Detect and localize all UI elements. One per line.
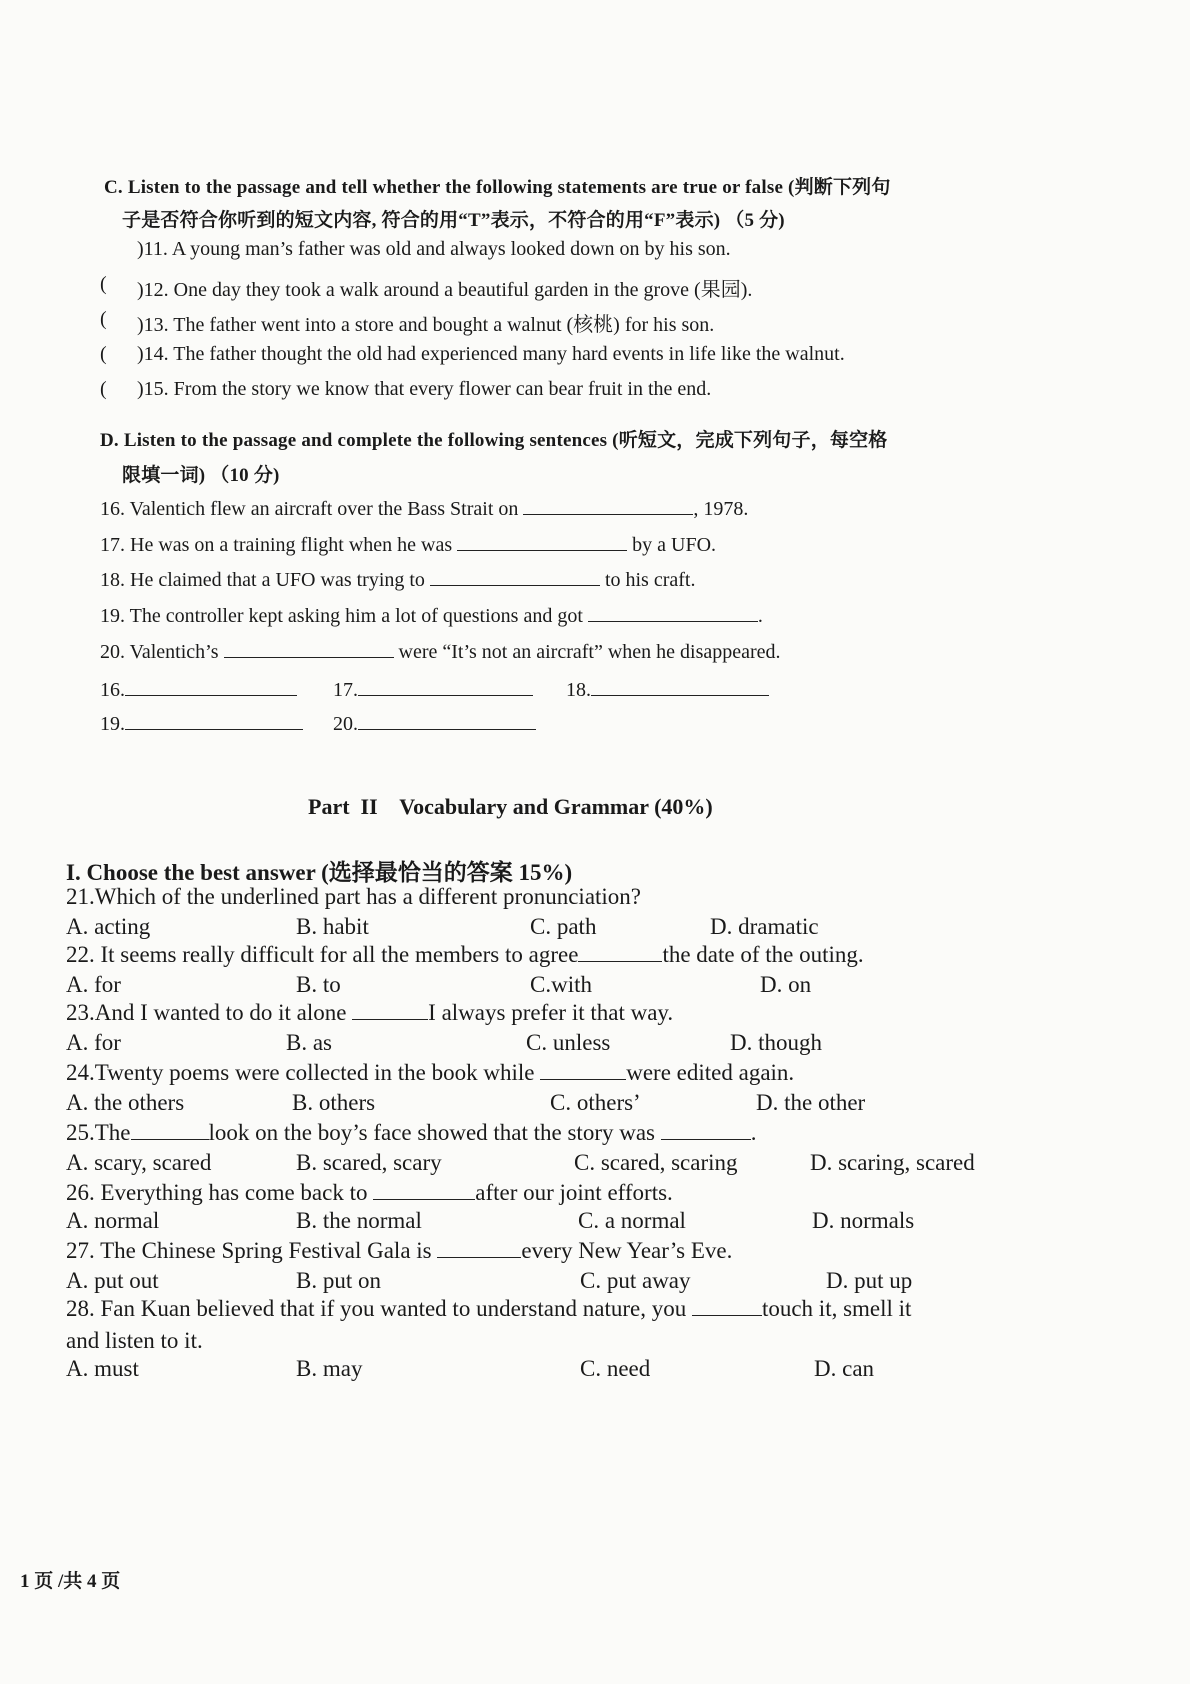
- option-27-a[interactable]: A. put out: [66, 1268, 159, 1293]
- option-22-c[interactable]: C.with: [530, 972, 592, 997]
- option-22-b[interactable]: B. to: [296, 972, 341, 997]
- answer-blank[interactable]: [224, 640, 394, 658]
- option-27-b[interactable]: B. put on: [296, 1268, 381, 1293]
- option-25-b[interactable]: B. scared, scary: [296, 1150, 442, 1175]
- option-22-d[interactable]: D. on: [760, 972, 812, 997]
- answer-line-19: 19.: [100, 712, 303, 736]
- answer-paren: (: [100, 308, 107, 330]
- answer-line-18: 18.: [566, 678, 769, 702]
- sentence-20: 20. Valentich’s were “It’s not an aircraft” when he disappeared.: [100, 641, 781, 663]
- part2-subheading: I. Choose the best answer (选择最恰当的答案 15%): [66, 860, 573, 885]
- answer-blank[interactable]: [125, 712, 303, 730]
- answer-blank[interactable]: [457, 533, 627, 551]
- option-24-a[interactable]: A. the others: [66, 1090, 185, 1115]
- answer-paren: (: [100, 273, 107, 295]
- option-23-b[interactable]: B. as: [286, 1030, 332, 1055]
- section-c-title-line1: C. Listen to the passage and tell whether the following statements are true or false (判断下列句: [104, 177, 891, 198]
- option-21-b[interactable]: B. habit: [296, 914, 369, 939]
- answer-line-20: 20.: [333, 712, 536, 736]
- answer-blank[interactable]: [661, 1122, 751, 1140]
- option-28-c[interactable]: C. need: [580, 1356, 651, 1381]
- question-24-stem: 24.Twenty poems were collected in the book while were edited again.: [66, 1060, 795, 1085]
- option-23-c[interactable]: C. unless: [526, 1030, 611, 1055]
- answer-paren: (: [100, 378, 107, 400]
- question-26-stem: 26. Everything has come back to after our joint efforts.: [66, 1180, 673, 1205]
- option-26-a[interactable]: A. normal: [66, 1208, 160, 1233]
- answer-blank[interactable]: [588, 604, 758, 622]
- answer-blank[interactable]: [437, 1240, 521, 1258]
- statement-14: )14. The father thought the old had experienced many hard events in life like the walnut.: [137, 343, 845, 365]
- option-25-a[interactable]: A. scary, scared: [66, 1150, 212, 1175]
- answer-paren: (: [100, 343, 107, 365]
- option-21-d[interactable]: D. dramatic: [710, 914, 819, 939]
- answer-blank[interactable]: [430, 568, 600, 586]
- option-21-c[interactable]: C. path: [530, 914, 597, 939]
- section-d-title-line1: D. Listen to the passage and complete the following sentences (听短文，完成下列句子，每空格: [100, 430, 888, 451]
- option-26-d[interactable]: D. normals: [812, 1208, 915, 1233]
- answer-blank[interactable]: [131, 1122, 209, 1140]
- option-24-b[interactable]: B. others: [292, 1090, 376, 1115]
- question-21-stem: 21.Which of the underlined part has a different pronunciation?: [66, 884, 642, 909]
- answer-line-16: 16.: [100, 678, 297, 702]
- answer-blank[interactable]: [523, 497, 693, 515]
- answer-blank[interactable]: [578, 944, 662, 962]
- option-25-c[interactable]: C. scared, scaring: [574, 1150, 738, 1175]
- sentence-19: 19. The controller kept asking him a lot of questions and got .: [100, 605, 763, 627]
- statement-13: )13. The father went into a store and bought a walnut (核桃) for his son.: [137, 314, 715, 336]
- answer-blank[interactable]: [692, 1298, 762, 1316]
- option-28-a[interactable]: A. must: [66, 1356, 139, 1381]
- sentence-17: 17. He was on a training flight when he was by a UFO.: [100, 534, 717, 556]
- section-d-title-line2: 限填一词) （10 分): [122, 465, 280, 486]
- option-24-d[interactable]: D. the other: [756, 1090, 866, 1115]
- option-23-a[interactable]: A. for: [66, 1030, 121, 1055]
- option-23-d[interactable]: D. though: [730, 1030, 822, 1055]
- question-25-stem: 25.The look on the boy’s face showed that the story was .: [66, 1120, 757, 1145]
- statement-12: )12. One day they took a walk around a beautiful garden in the grove (果园).: [137, 279, 753, 301]
- option-27-d[interactable]: D. put up: [826, 1268, 913, 1293]
- answer-blank[interactable]: [540, 1062, 626, 1080]
- option-26-b[interactable]: B. the normal: [296, 1208, 422, 1233]
- sentence-16: 16. Valentich flew an aircraft over the Bass Strait on , 1978.: [100, 498, 749, 520]
- option-21-a[interactable]: A. acting: [66, 914, 151, 939]
- option-27-c[interactable]: C. put away: [580, 1268, 691, 1293]
- question-28-stem: 28. Fan Kuan believed that if you wanted to understand nature, you touch it, smell it: [66, 1296, 912, 1321]
- option-26-c[interactable]: C. a normal: [578, 1208, 686, 1233]
- answer-blank[interactable]: [591, 678, 769, 696]
- statement-15: )15. From the story we know that every flower can bear fruit in the end.: [137, 378, 712, 400]
- sentence-18: 18. He claimed that a UFO was trying to to his craft.: [100, 569, 696, 591]
- question-28-stem-line2: and listen to it.: [66, 1328, 203, 1353]
- option-28-d[interactable]: D. can: [814, 1356, 875, 1381]
- answer-blank[interactable]: [125, 678, 297, 696]
- option-22-a[interactable]: A. for: [66, 972, 121, 997]
- question-27-stem: 27. The Chinese Spring Festival Gala is every New Year’s Eve.: [66, 1238, 733, 1263]
- answer-blank[interactable]: [358, 712, 536, 730]
- answer-blank[interactable]: [352, 1002, 428, 1020]
- statement-11: )11. A young man’s father was old and always looked down on by his son.: [137, 238, 731, 260]
- option-28-b[interactable]: B. may: [296, 1356, 363, 1381]
- answer-line-17: 17.: [333, 678, 533, 702]
- option-24-c[interactable]: C. others’: [550, 1090, 641, 1115]
- section-c-title-line2: 子是否符合你听到的短文内容, 符合的用“T”表示，不符合的用“F”表示) （5 分): [122, 210, 785, 231]
- question-22-stem: 22. It seems really difficult for all the members to agree the date of the outing.: [66, 942, 864, 967]
- question-23-stem: 23.And I wanted to do it alone I always prefer it that way.: [66, 1000, 674, 1025]
- answer-blank[interactable]: [358, 678, 533, 696]
- option-25-d[interactable]: D. scaring, scared: [810, 1150, 975, 1175]
- part2-heading: Part II Vocabulary and Grammar (40%): [308, 794, 713, 819]
- page-number: 1 页 /共 4 页: [20, 1571, 121, 1592]
- answer-blank[interactable]: [373, 1182, 475, 1200]
